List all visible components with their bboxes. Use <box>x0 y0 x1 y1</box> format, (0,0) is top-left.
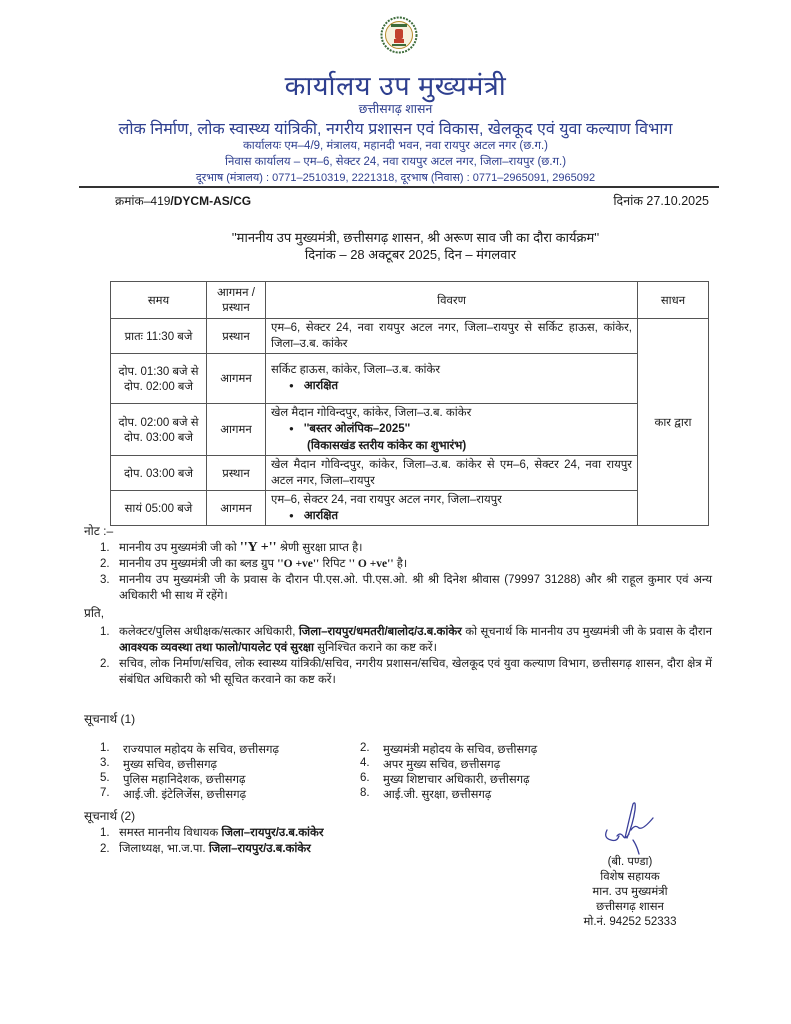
item-number: 8. <box>360 787 370 799</box>
info1-list <box>100 742 620 802</box>
table-row <box>111 491 709 526</box>
blood-group-repeat: '' O +ve'' <box>348 558 394 570</box>
row-details-text: एम–6, सेक्टर 24, नवा रायपुर अटल नगर, जिला–रायपुर <box>271 494 502 506</box>
note-text: माननीय उप मुख्यमंत्री जी का ब्लड ग्रुप <box>119 558 278 570</box>
row-time: दोप. 03:00 बजे <box>111 456 207 491</box>
copy-to-label: प्रति, <box>84 606 105 620</box>
item-bold: आवश्यक व्यवस्था तथा फालो/पायलेट एवं सुरक्षा <box>119 642 315 654</box>
item-bold: जिला–रायपुर/उ.ब.कांकेर <box>221 827 324 839</box>
item-text: सुनिश्चित कराने का कष्ट करें। <box>314 642 437 654</box>
note-text: है। <box>393 558 408 570</box>
phone-numbers: दूरभाष (मंत्रालय) : 0771–2510319, 2221318, दूरभाष (निवास) : 0771–2965091, 2965092 <box>195 172 596 184</box>
info1-item <box>100 787 360 802</box>
signature-block <box>560 855 700 930</box>
info1-item <box>100 742 360 757</box>
row-time: प्रातः 11:30 बजे <box>111 319 207 354</box>
signatory-govt: छत्तीसगढ़ शासन <box>596 901 664 913</box>
reference-date: दिनांक 27.10.2025 <box>613 194 709 208</box>
signatory-name: (बी. पण्डा) <box>607 856 653 868</box>
row-details-text: खेल मैदान गोविन्दपुर, कांकेर, जिला–उ.ब. कांकेर <box>271 407 472 420</box>
row-details <box>266 404 638 456</box>
info1-item <box>100 772 360 787</box>
info1-item <box>360 742 620 757</box>
item-text: मुख्यमंत्री महोदय के सचिव, छत्तीसगढ़ <box>383 744 538 756</box>
row-details: एम–6, सेक्टर 24, नवा रायपुर अटल नगर, जिला–रायपुर से सर्किट हाऊस, कांकेर, जिला–उ.ब. कांकेर <box>266 319 638 354</box>
copy-to-list <box>100 624 712 688</box>
note-text: रिपिट <box>319 558 349 570</box>
item-number: 1. <box>100 626 110 638</box>
info2-label: सूचनार्थ (2) <box>84 809 136 823</box>
row-time: सायं 05:00 बजे <box>111 491 207 526</box>
row-note: (विकासखंड स्तरीय कांकेर का शुभारंभ) <box>307 439 467 452</box>
info1-item <box>360 787 620 802</box>
info1-item <box>360 772 620 787</box>
travel-mode: कार द्वारा <box>638 319 709 526</box>
item-number: 6. <box>360 772 370 784</box>
note-item <box>100 540 712 556</box>
tour-date: दिनांक – 28 अक्टूबर 2025, दिन – मंगलवार <box>304 247 517 262</box>
item-number: 5. <box>100 772 110 784</box>
residence-address: निवास कार्यालय – एम–6, सेक्टर 24, नवा रायपुर अटल नगर, जिला–रायपुर (छ.ग.) <box>224 156 567 168</box>
row-time: दोप. 01:30 बजे से दोप. 02:00 बजे <box>111 354 207 404</box>
note-text: माननीय उप मुख्यमंत्री जी के प्रवास के दौरान पी.एस.ओ. पी.एस.ओ. श्री श्री दिनेश श्रीवास (79997 31288) और श्री राहूल कुमार एवं अन्य अधिकारी भी साथ में रहेंगे। <box>119 574 712 602</box>
item-number: 1. <box>100 827 110 839</box>
blood-group: ''O +ve'' <box>277 558 320 570</box>
header-divider <box>79 186 719 188</box>
note-item <box>100 556 712 572</box>
item-text: अपर मुख्य सचिव, छत्तीसगढ़ <box>383 759 501 771</box>
info2-item <box>100 825 420 841</box>
info1-item <box>100 757 360 772</box>
item-text: पुलिस महानिदेशक, छत्तीसगढ़ <box>123 774 246 786</box>
government-name: छत्तीसगढ़ शासन <box>358 102 433 116</box>
item-text: मुख्य शिष्टाचार अधिकारी, छत्तीसगढ़ <box>383 774 530 786</box>
table-row <box>111 319 709 354</box>
item-number: 3. <box>100 757 110 769</box>
table-row <box>111 354 709 404</box>
schedule-header-row <box>111 282 709 319</box>
notes-list <box>100 540 712 604</box>
item-text: आई.जी. इंटेलिजेंस, छत्तीसगढ़ <box>123 789 247 801</box>
note-text: माननीय उप मुख्यमंत्री जी को <box>119 542 240 554</box>
copy-to-item <box>100 656 712 688</box>
reference-number <box>115 192 251 209</box>
notes-label: नोट :– <box>84 524 114 538</box>
row-action: प्रस्थान <box>207 456 266 491</box>
row-action: प्रस्थान <box>207 319 266 354</box>
info1-label: सूचनार्थ (1) <box>84 712 136 726</box>
item-number: 4. <box>360 757 370 769</box>
table-row <box>111 456 709 491</box>
office-address: कार्यालयः एम–4/9, मंत्रालय, महानदी भवन, नवा रायपुर अटल नगर (छ.ग.) <box>242 140 549 152</box>
row-time: दोप. 02:00 बजे से दोप. 03:00 बजे <box>111 404 207 456</box>
note-item <box>100 572 712 604</box>
signatory-mobile: मो.नं. 94252 52333 <box>583 916 677 928</box>
note-bold: ''Y +'' <box>239 540 277 555</box>
copy-to-item <box>100 624 712 656</box>
row-bullet: ● ''बस्तर ओलंपिक–2025'' <box>271 421 632 437</box>
item-number: 2. <box>100 658 110 670</box>
row-action: आगमन <box>207 491 266 526</box>
item-text: को सूचनार्थ कि माननीय उप मुख्यमंत्री जी के प्रवास के दौरान <box>461 626 712 638</box>
item-text: कलेक्टर/पुलिस अधीक्षक/सत्कार अधिकारी, <box>119 626 299 638</box>
item-text: आई.जी. सुरक्षा, छत्तीसगढ़ <box>383 789 492 801</box>
row-details: खेल मैदान गोविन्दपुर, कांकेर, जिला–उ.ब. कांकेर से एम–6, सेक्टर 24, नवा रायपुर अटल नगर, जिला–रायपुर <box>266 456 638 491</box>
note-number: 1. <box>100 542 110 554</box>
item-text: मुख्य सचिव, छत्तीसगढ़ <box>123 759 218 771</box>
signature-mark-icon <box>595 800 665 855</box>
row-details-text: सर्किट हाऊस, कांकेर, जिला–उ.ब. कांकेर <box>271 364 441 377</box>
departments: लोक निर्माण, लोक स्वास्थ्य यांत्रिकी, नगरीय प्रशासन एवं विकास, खेलकूद एवं युवा कल्याण विभाग <box>118 121 673 138</box>
signatory-office: मान. उप मुख्यमंत्री <box>592 886 668 898</box>
schedule-table <box>110 281 709 526</box>
reference-prefix: क्रमांक–419 <box>115 194 171 208</box>
info2-list <box>100 825 420 857</box>
note-number: 2. <box>100 558 110 570</box>
header-mode: साधन <box>638 282 709 319</box>
header-time: समय <box>111 282 207 319</box>
row-details <box>266 491 638 526</box>
row-bullet: ● आरक्षित <box>271 508 632 524</box>
row-action: आगमन <box>207 354 266 404</box>
item-text: जिलाध्यक्ष, भा.ज.पा. <box>119 843 209 855</box>
office-title: कार्यालय उप मुख्यमंत्री <box>284 71 507 101</box>
item-number: 2. <box>360 742 370 754</box>
note-text: श्रेणी सुरक्षा प्राप्त है। <box>276 542 363 554</box>
item-bold: जिला–रायपुर/धमतरी/बालोद/उ.ब.कांकेर <box>298 626 462 638</box>
header-action: आगमन / प्रस्थान <box>207 282 266 319</box>
signatory-designation: विशेष सहायक <box>600 871 660 883</box>
tour-title: ''माननीय उप मुख्यमंत्री, छत्तीसगढ़ शासन, श्री अरूण साव जी का दौरा कार्यक्रम'' <box>231 230 600 245</box>
item-number: 1. <box>100 742 110 754</box>
item-number: 2. <box>100 843 110 855</box>
row-action: आगमन <box>207 404 266 456</box>
item-bold: जिला–रायपुर/उ.ब.कांकेर <box>208 843 311 855</box>
item-text: सचिव, लोक निर्माण/सचिव, लोक स्वास्थ्य यांत्रिकी/सचिव, नगरीय प्रशासन/सचिव, खेलकूद एवं युवा कल्याण विभाग, छत्तीसगढ़ शासन, दौरा क्षेत्र में संबंधित अधिकारी को भी सूचित करवाने का कष्ट करें। <box>119 658 712 686</box>
item-text: राज्यपाल महोदय के सचिव, छत्तीसगढ़ <box>123 744 279 756</box>
table-row <box>111 404 709 456</box>
note-number: 3. <box>100 574 110 586</box>
info1-item <box>360 757 620 772</box>
header-details: विवरण <box>266 282 638 319</box>
info2-item <box>100 841 420 857</box>
item-text: समस्त माननीय विधायक <box>119 827 222 839</box>
reference-code: /DYCM-AS/CG <box>170 194 252 208</box>
row-bullet: ● आरक्षित <box>271 378 632 394</box>
item-number: 7. <box>100 787 110 799</box>
row-details <box>266 354 638 404</box>
chhattisgarh-govt-emblem-icon <box>380 15 418 55</box>
